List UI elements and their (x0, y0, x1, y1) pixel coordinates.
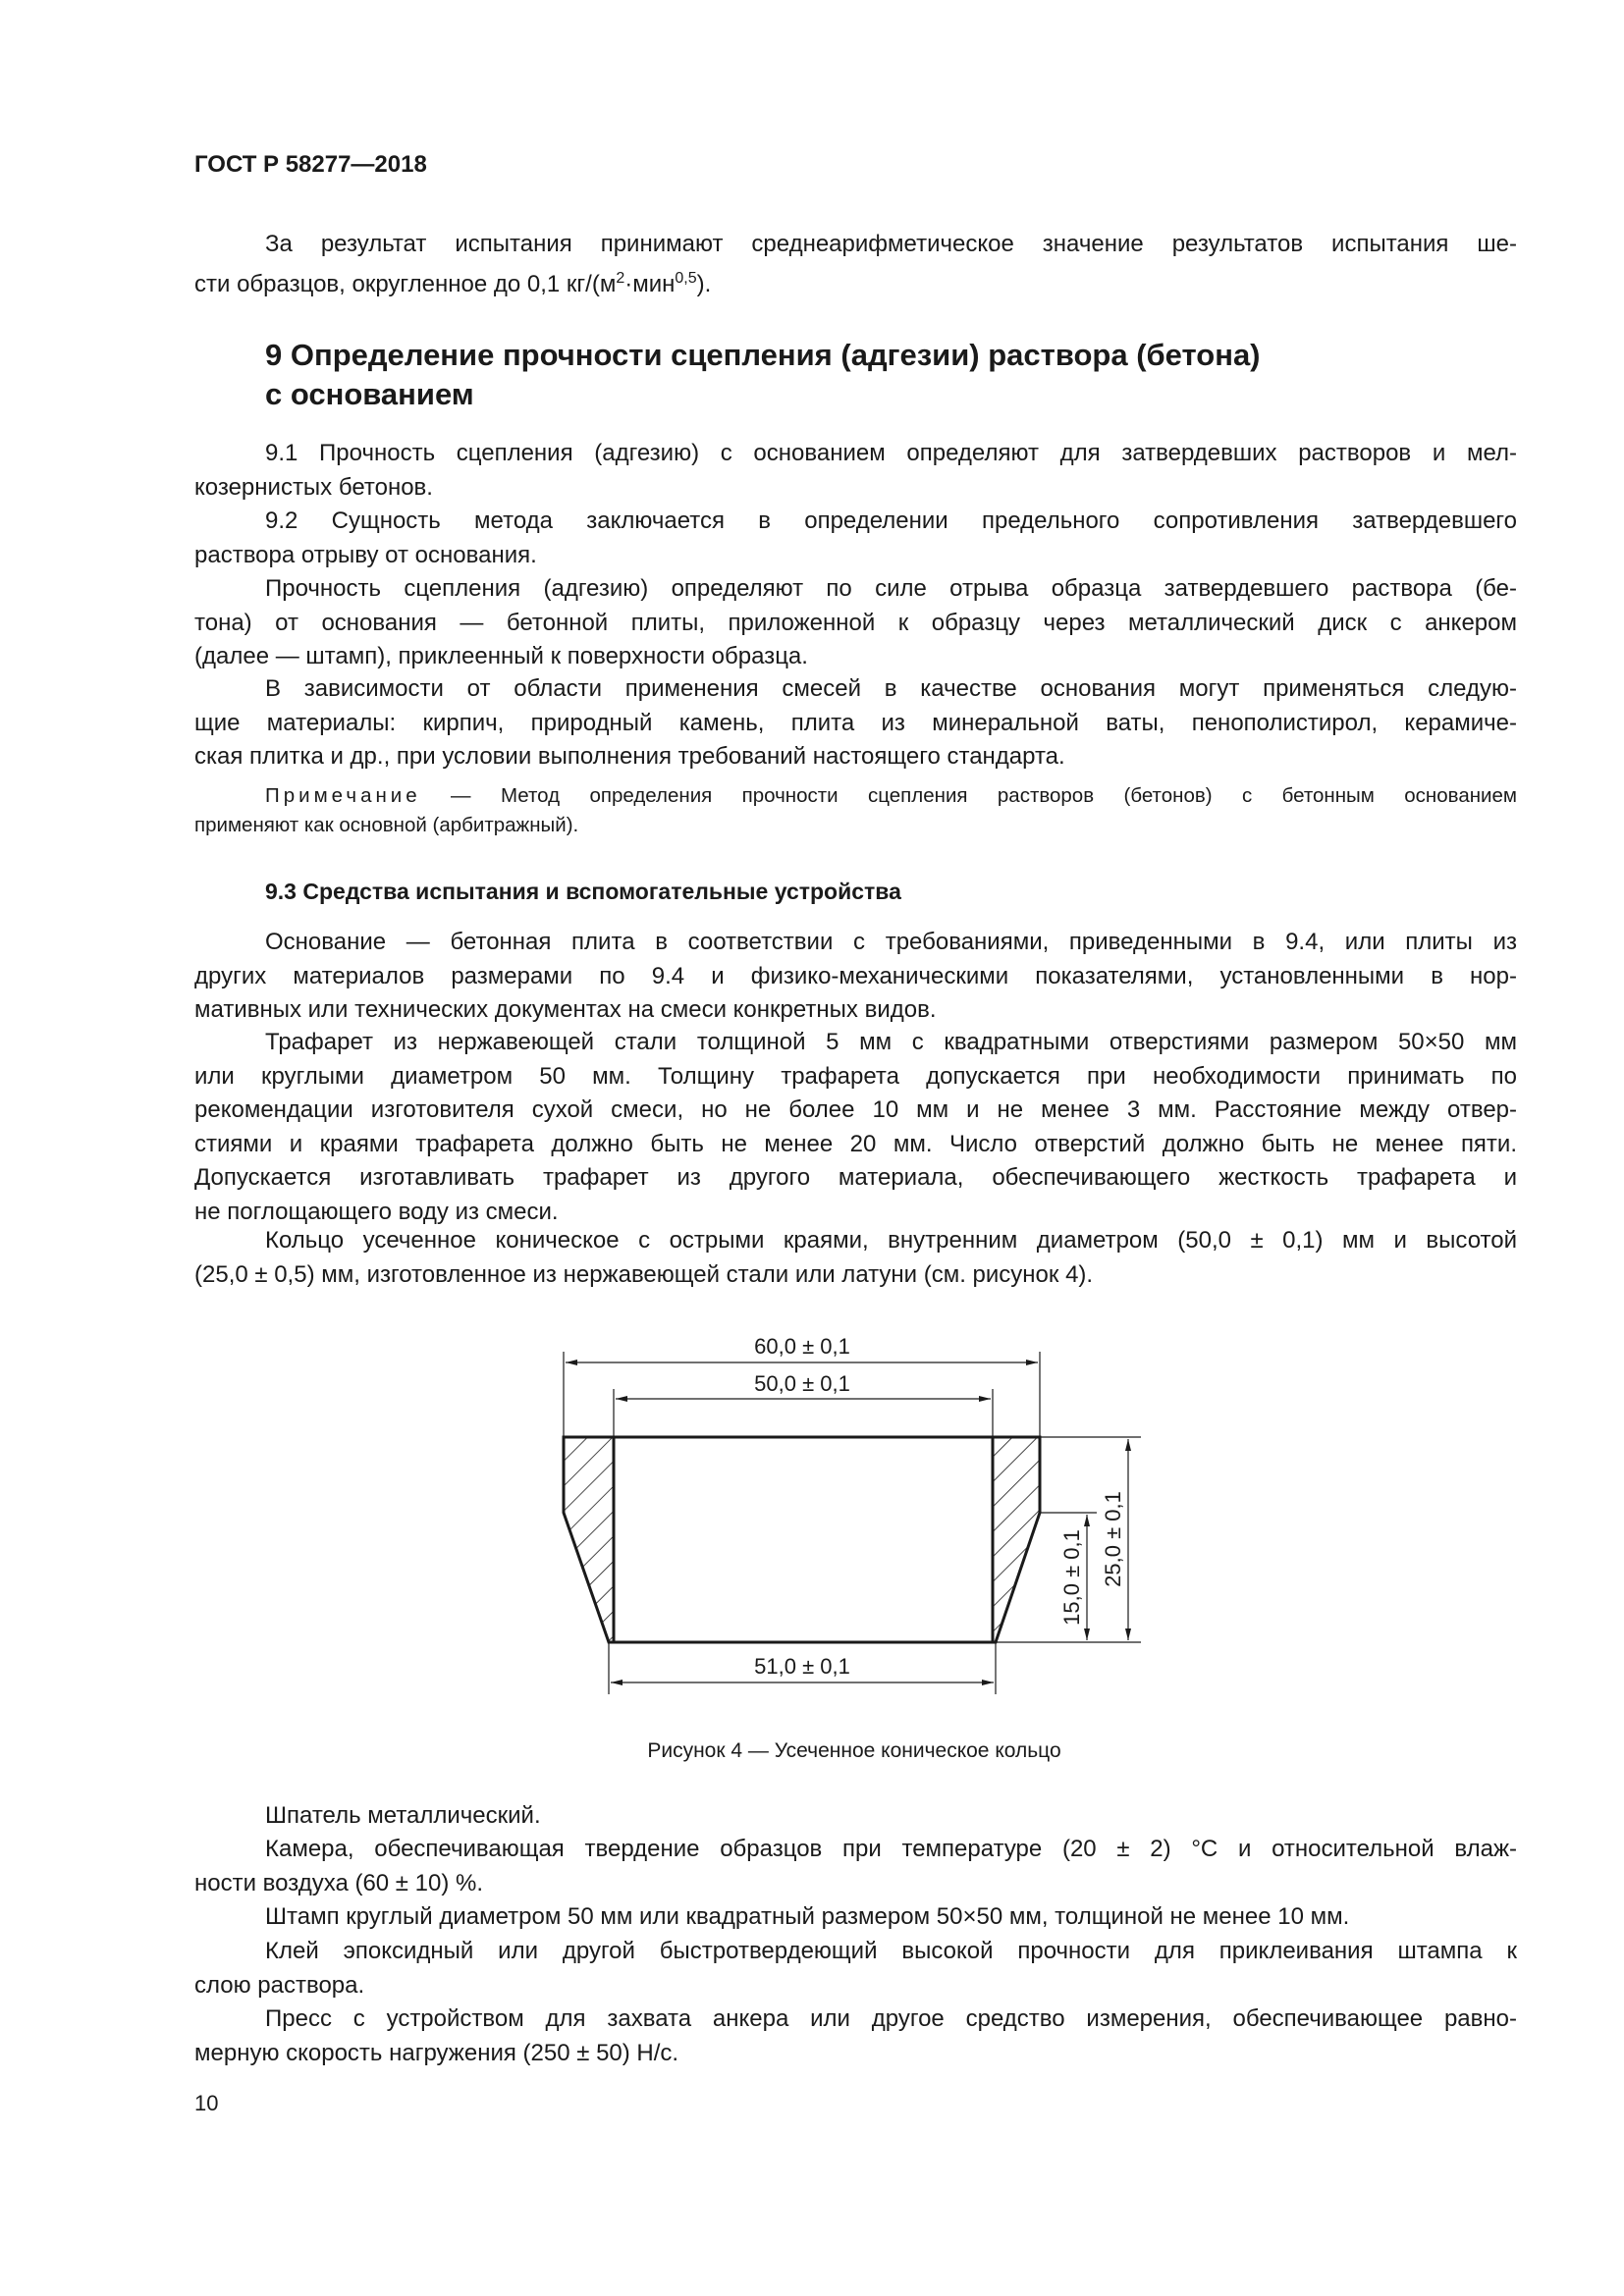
dim-height-cone: 15,0 ± 0,1 (1059, 1529, 1084, 1626)
text-fragment: ). (696, 270, 712, 297)
text-line: Шпатель металлический. (265, 1802, 541, 1829)
paragraph-chamber (194, 1833, 1517, 1900)
ring-section-left (564, 1437, 614, 1642)
text-line: Прочность сцепления (адгезию) определяют по силе отрыва образца затвердевшего раствора (бе- (265, 575, 1517, 602)
ring-section-right (993, 1437, 1040, 1642)
text-line: Основание — бетонная плита в соответствии с требованиями, приведенными в 9.4, или плиты из (265, 929, 1517, 955)
text-line: щие материалы: кирпич, природный камень, плита из минеральной ваты, пенополистирол, керамиче- (194, 709, 1517, 736)
text-line: не поглощающего воду из смеси. (194, 1198, 559, 1225)
dim-bottom: 51,0 ± 0,1 (754, 1654, 850, 1679)
paragraph-spatula (194, 1799, 1517, 1834)
text-line: тона) от основания — бетонной плиты, приложенной к образцу через металлический диск с анкером (194, 609, 1517, 636)
heading-line: с основанием (265, 377, 474, 411)
text-line: (25,0 ± 0,5) мм, изготовленное из нержавеющей стали или латуни (см. рисунок 4). (194, 1260, 1094, 1288)
text-line: Камера, обеспечивающая твердение образцов при температуре (20 ± 2) °С и относительной влаж- (265, 1836, 1517, 1862)
heading-line: 9 Определение прочности сцепления (адгезии) раствора (бетона) (265, 338, 1261, 372)
text-line: раствора отрыву от основания. (194, 541, 537, 568)
figure-caption: Рисунок 4 — Усеченное коническое кольцо (647, 1739, 1061, 1762)
text-line: Штамп круглый диаметром 50 мм или квадратный размером 50×50 мм, толщиной не менее 10 мм. (265, 1903, 1350, 1930)
text-line: рекомендации изготовителя сухой смеси, но не более 10 мм и не менее 3 мм. Расстояние между отвер- (194, 1096, 1517, 1123)
note-label: Примечание (265, 784, 421, 807)
text-line: Допускается изготавливать трафарет из другого материала, обеспечивающего жесткость трафарета и (194, 1164, 1517, 1191)
dim-height-total: 25,0 ± 0,1 (1101, 1491, 1125, 1587)
text-line: слою раствора. (194, 1971, 365, 1999)
dim-inner-top: 50,0 ± 0,1 (754, 1371, 850, 1396)
text-line: За результат испытания принимают среднеарифметическое значение результатов испытания ше- (265, 231, 1517, 257)
text-line: (далее — штамп), приклеенный к поверхности образца. (194, 643, 808, 669)
document-header: ГОСТ Р 58277—2018 (194, 151, 427, 178)
text-line: Клей эпоксидный или другой быстротвердеющий высокой прочности для приклеивания штампа к (265, 1938, 1517, 1964)
text-line: Трафарет из нержавеющей стали толщиной 5 мм с квадратными отверстиями размером 50×50 мм (265, 1029, 1517, 1055)
text-line: 9.1 Прочность сцепления (адгезию) с основанием определяют для затвердевших растворов и мел- (265, 440, 1517, 466)
paragraph-stamp (194, 1900, 1517, 1935)
text-fragment: сти образцов, округленное до 0,1 кг/(м (194, 270, 617, 297)
text-line: 9.2 Сущность метода заключается в определении предельного сопротивления затвердевшего (265, 507, 1517, 534)
text-line: или круглыми диаметром 50 мм. Толщину трафарета допускается при необходимости принимать по (194, 1062, 1517, 1090)
paragraph-glue (194, 1935, 1517, 2002)
text-line: ская плитка и др., при условии выполнения требований настоящего стандарта. (194, 743, 1065, 770)
text-line: мерную скорость нагружения (250 ± 50) Н/с. (194, 2039, 679, 2066)
text-line: Кольцо усеченное коническое с острыми краями, внутренним диаметром (50,0 ± 0,1) мм и высотой (265, 1227, 1517, 1254)
text-line: В зависимости от области применения смесей в качестве основания могут применяться следую- (265, 675, 1517, 702)
paragraph-press (194, 2002, 1517, 2070)
text-line: Пресс с устройством для захвата анкера или другое средство измерения, обеспечивающее равно- (265, 2005, 1517, 2032)
text-line: козернистых бетонов. (194, 473, 433, 501)
text-line: мативных или технических документах на смеси конкретных видов. (194, 996, 937, 1023)
section-heading-9-3: 9.3 Средства испытания и вспомогательные устройства (265, 879, 901, 904)
text-line: ности воздуха (60 ± 10) %. (194, 1869, 484, 1896)
text-line: стиями и краями трафарета должно быть не менее 20 мм. Число отверстий должно быть не менее пяти. (194, 1130, 1517, 1157)
dim-outer-top: 60,0 ± 0,1 (754, 1334, 850, 1359)
superscript: 0,5 (675, 269, 697, 287)
page-number: 10 (194, 2091, 219, 2115)
text-line: применяют как основной (арбитражный). (194, 814, 579, 836)
text-fragment: ·мин (624, 270, 676, 297)
text-line: других материалов размерами по 9.4 и физико-механическими показателями, установленными в нор- (194, 962, 1517, 989)
superscript: 2 (616, 269, 625, 287)
text-fragment: — Метод определения прочности сцепления растворов (бетонов) с бетонным основанием (420, 784, 1517, 807)
